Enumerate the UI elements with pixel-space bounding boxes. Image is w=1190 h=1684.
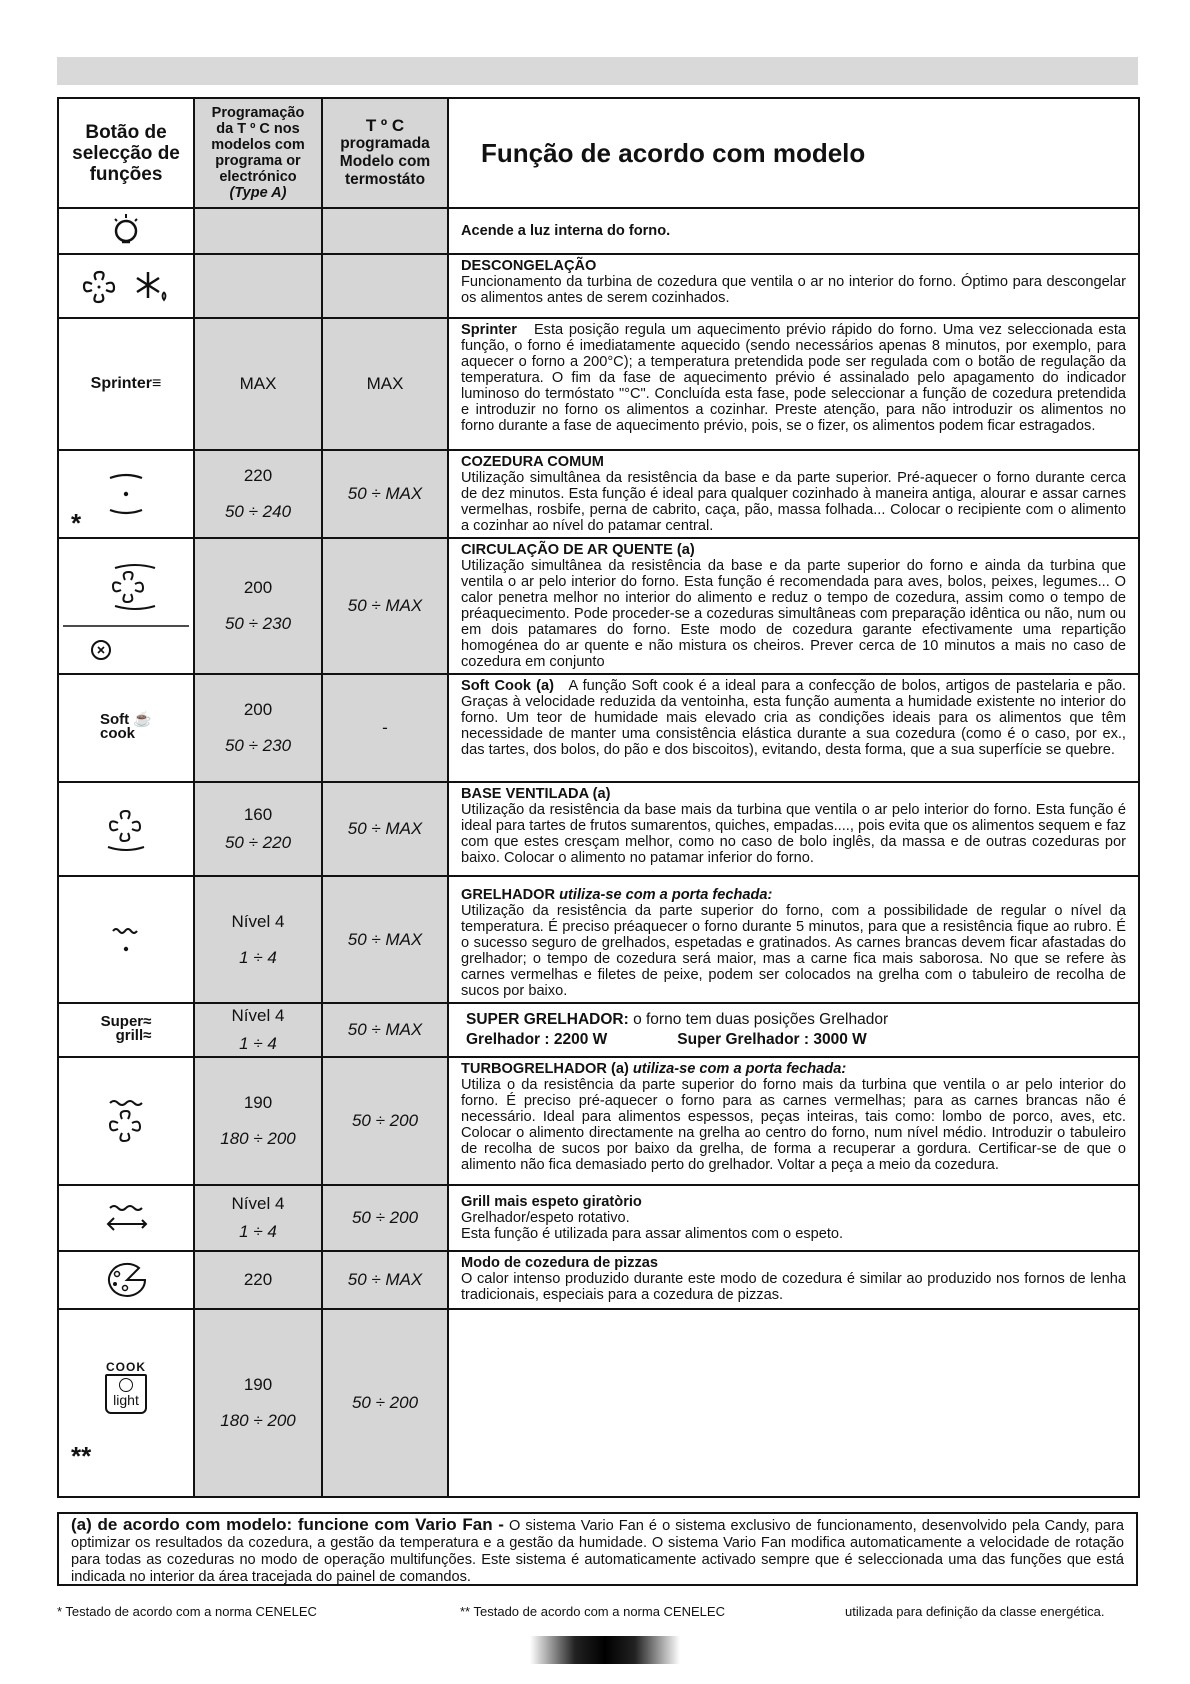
desc-cell: CIRCULAÇÃO DE AR QUENTE (a) Utilização simultânea da resistência da base e da parte superior do forno e ainda da turbina que ventila o ar pelo interior do forno. Esta função é recomendada para aves, bolos, peixes, legumes... O calor penetra melhor no interior do alimento e reduz o tempo de cozedura, assim como o tempo de préaquecimento. Pode proceder-se a cozeduras simultâneas com preparação idêntica ou não, num ou em dois patamares do forno. Este modo de cozedura garante efectivamente uma repartição homogénea do ar quente e não mistura os cheiros. Prever cerca de 10 minutos a mais no caso de cozedura em conjunto (448, 538, 1139, 674)
prog-cell: MAX (194, 318, 322, 450)
icon-cell (58, 1251, 194, 1309)
icon-cell (58, 450, 194, 538)
thermo-cell: - (322, 674, 448, 782)
prog-cell (194, 208, 322, 254)
prog-cell: 200 50 ÷ 230 (194, 538, 322, 674)
icon-cell (58, 538, 194, 674)
thermo-cell: 50 ÷ 200 (322, 1057, 448, 1185)
rotisserie-icon (96, 1196, 156, 1240)
prog-cell: 220 (194, 1251, 322, 1309)
desc-cell: TURBOGRELHADOR (a) utiliza-se com a porta fechada: Utiliza o da resistência da parte superior do forno mais da turbina que ventila o ar pelo interior do forno. É preciso pré-aquecer o forno para as carnes vermelhas; para as carnes brancas não é necessário. Ideal para alimentos espessos, peças inteiras, tais como: lombo de porco, aves, etc. Colocar o alimento directamente na grelha ao centro do forno, num nível médio. Introduzir o tabuleiro de recolha de sucos por baixo da grelha, de forma a recuperar a gordura. Certificar-se de que o alimento não fica demasiado perto do grelhador. Voltar a peça a meio da cozedura. (448, 1057, 1139, 1185)
header-type: (Type A) (229, 185, 287, 201)
header-programmed-line: Programação (211, 105, 305, 121)
header-programmed-line: programa or (215, 153, 301, 169)
conventional-icon (96, 464, 156, 524)
prog-cell: 160 50 ÷ 220 (194, 782, 322, 876)
thermo-cell: 50 ÷ MAX (322, 782, 448, 876)
super-grill-icon: Super≈ grill≈ (100, 1013, 152, 1044)
turbo-grill-icon (96, 1091, 156, 1151)
pizza-icon (101, 1260, 151, 1300)
table-row (58, 254, 1139, 318)
thermo-cell: 50 ÷ MAX (322, 450, 448, 538)
star-mark: * (71, 508, 82, 538)
prog-cell: 220 50 ÷ 240 (194, 450, 322, 538)
prog-cell: Nível 4 1 ÷ 4 (194, 1185, 322, 1251)
sprinter-icon: Sprinter≡ (90, 375, 162, 392)
desc-cell: Grill mais espeto giratòrio Grelhador/espeto rotativo. Esta função é utilizada para assar alimentos com o espeto. (448, 1185, 1139, 1251)
desc-cell: Modo de cozedura de pizzas O calor intenso produzido durante este modo de cozedura é similar ao produzido nos fornos de lenha tradicionais, especiais para a cozedura de pizzas. (448, 1251, 1139, 1309)
defrost-icon (76, 266, 176, 306)
cook-light-icon: COOK light (105, 1360, 147, 1414)
functions-table (57, 97, 1140, 1498)
icon-cell (58, 318, 194, 450)
header-thermostat-line: T º C (365, 116, 405, 135)
prog-cell: 200 50 ÷ 230 (194, 674, 322, 782)
table-row (58, 208, 1139, 254)
header-programmed-line: electrónico (219, 169, 297, 185)
footnote-double-star: ** Testado de acordo com a norma CENELEC (460, 1604, 725, 1619)
desc-cell: Sprinter Esta posição regula um aquecimento prévio rápido do forno. Uma vez seleccionada esta função, o forno é imediatamente aquecido (sendo necessários apenas 8 minutos, por exemplo, para aquecer o forno a 200°C); a temperatura pretendida pode ser regulada com o botão de regulação da temperatura. O fim da fase de aquecimento prévio é assinalado pelo apagamento do indicador luminoso do termóstato "°C". Concluída esta fase, pode seleccionar a função de cozedura pretendida e introduzir no forno os alimentos a cozinhar. Preste atenção, para não introduzir os alimentos no forno durante a fase de aquecimento prévio, pois, se o fizer, os alimentos podem ficar estragados. (448, 318, 1139, 450)
prog-cell: Nível 4 1 ÷ 4 (194, 1003, 322, 1057)
header-thermostat-line: Modelo com (339, 153, 431, 170)
table-row (58, 450, 1139, 538)
header-thermostat (322, 98, 448, 208)
thermo-cell: MAX (322, 318, 448, 450)
fan-base-icon (96, 799, 156, 859)
table-row (58, 1185, 1139, 1251)
thermo-cell: 50 ÷ 200 (322, 1309, 448, 1497)
desc-cell: Soft Cook (a) A função Soft cook é a ideal para a confecção de bolos, artigos de pastelaria e pão. Graças à velocidade reduzida da ventoinha, esta função aumenta a humidade existente no interior do forno. Um teor de humidade mais elevado cria as condições ideais para os alimentos que têm necessidade de manter uma consistência elástica durante a sua cozedura (como é o caso, por ex., das tartes, dos bolos, do pão e dos biscoitos), evitando, desta forma, que a sua superfície se quebre. (448, 674, 1139, 782)
thermo-cell: 50 ÷ MAX (322, 876, 448, 1003)
vario-fan-note: (a) de acordo com modelo: funcione com Vario Fan - O sistema Vario Fan é o sistema exclusivo de funcionamento, desenvolvido pela Candy, para optimizar os resultados da cozedura, a gestão da temperatura e a gestão da humidade. O sistema Vario Fan modifica automaticamente a velocidade de rotação para todas as cozeduras no modo de operação multifunções. Este sistema é automaticamente activado sempre que é seleccionada uma das funções que está indicada no interior da área tracejada do painel de comandos. (57, 1512, 1138, 1586)
grill-icon (101, 915, 151, 965)
header-thermostat-line: programada (340, 135, 430, 152)
prog-cell: 190 180 ÷ 200 (194, 1057, 322, 1185)
table-row (58, 1309, 1139, 1497)
icon-cell (58, 876, 194, 1003)
header-programmed (194, 98, 322, 208)
thermo-cell (322, 254, 448, 318)
prog-cell: Nível 4 1 ÷ 4 (194, 876, 322, 1003)
prog-cell (194, 254, 322, 318)
desc-cell: GRELHADOR utiliza-se com a porta fechada: Utilização da resistência da parte superior do forno, com a possibilidade de regular o nível da temperatura. É preciso préaquecer o forno durante 5 minutos, para que a resistência fique ao rubro. É o sucesso seguro de grelhados, espetadas e gratinados. As carnes brancas devem ficar afastadas do grelhador; o tempo de cozedura será maior, mas a carne fica mais saborosa. No que se refere às carnes vermelhas e filetes de peixe, podem ser colocados na grelha com o tabuleiro de recolha de sucos por baixo. (448, 876, 1139, 1003)
header-thermostat-line: termostáto (344, 171, 426, 188)
thermo-cell: 50 ÷ MAX (322, 538, 448, 674)
header-programmed-line: da T º C nos (216, 121, 300, 137)
table-row (58, 538, 1139, 674)
lamp-icon (106, 211, 146, 251)
icon-cell (58, 1057, 194, 1185)
thermo-cell: 50 ÷ MAX (322, 1003, 448, 1057)
icon-cell (58, 1309, 194, 1497)
icon-cell (58, 254, 194, 318)
prog-cell: 190 180 ÷ 200 (194, 1309, 322, 1497)
star-mark: ** (71, 1441, 92, 1471)
table-row (58, 318, 1139, 450)
icon-cell (58, 1185, 194, 1251)
table-row (58, 876, 1139, 1003)
desc-cell (448, 1309, 1139, 1497)
icon-cell (58, 1003, 194, 1057)
table-row (58, 1003, 1139, 1057)
footnote-single-star: * Testado de acordo com a norma CENELEC (57, 1604, 317, 1619)
header-selector: Botão de selecção de funções (58, 98, 194, 208)
thermo-cell: 50 ÷ 200 (322, 1185, 448, 1251)
table-row (58, 674, 1139, 782)
desc-cell: SUPER GRELHADOR: o forno tem duas posições Grelhador Grelhador : 2200 W Super Grelhador : 3000 W (448, 1003, 1139, 1057)
header-function: Função de acordo com modelo (448, 98, 1139, 208)
desc-cell: BASE VENTILADA (a) Utilização da resistência da base mais da turbina que ventila o ar pelo interior do forno. Esta função é ideal para tartes de frutos sumarentos, quiches, empadas...., pois evita que os alimentos sequem e faz com que estes cresçam melhor, como no caso de bolo inglês, da massa e de outras cozeduras por baixo. Colocar o alimento no patamar inferior do forno. (448, 782, 1139, 876)
thermo-cell (322, 208, 448, 254)
desc-cell: COZEDURA COMUM Utilização simultânea da resistência da base e da parte superior. Pré-aquecer o forno durante cerca de dez minutos. Esta função é ideal para qualquer cozinhado à maneira antiga, alourar e assar carnes vermelhas, rosbife, perna de cabrito, caça, pão, massa folhada... Colocar o recipiente com o alimento a cozinhar ao nível do patamar central. (448, 450, 1139, 538)
thermo-cell: 50 ÷ MAX (322, 1251, 448, 1309)
table-row (58, 782, 1139, 876)
fan-assisted-icon (61, 546, 191, 666)
soft-cook-icon: Soft ☕ cook (99, 711, 153, 742)
icon-cell (58, 208, 194, 254)
header-row (58, 98, 1139, 208)
icon-cell (58, 674, 194, 782)
desc-cell: Acende a luz interna do forno. (448, 208, 1139, 254)
top-grey-bar (57, 57, 1138, 85)
footnote-energy-class: utilizada para definição da classe energética. (845, 1604, 1105, 1619)
page-number-tab (530, 1636, 680, 1664)
desc-cell: DESCONGELAÇÃO Funcionamento da turbina de cozedura que ventila o ar no interior do forno. Óptimo para descongelar os alimentos antes de serem cozinhados. (448, 254, 1139, 318)
table-row (58, 1057, 1139, 1185)
table-row (58, 1251, 1139, 1309)
header-programmed-line: modelos com (211, 137, 305, 153)
icon-cell (58, 782, 194, 876)
